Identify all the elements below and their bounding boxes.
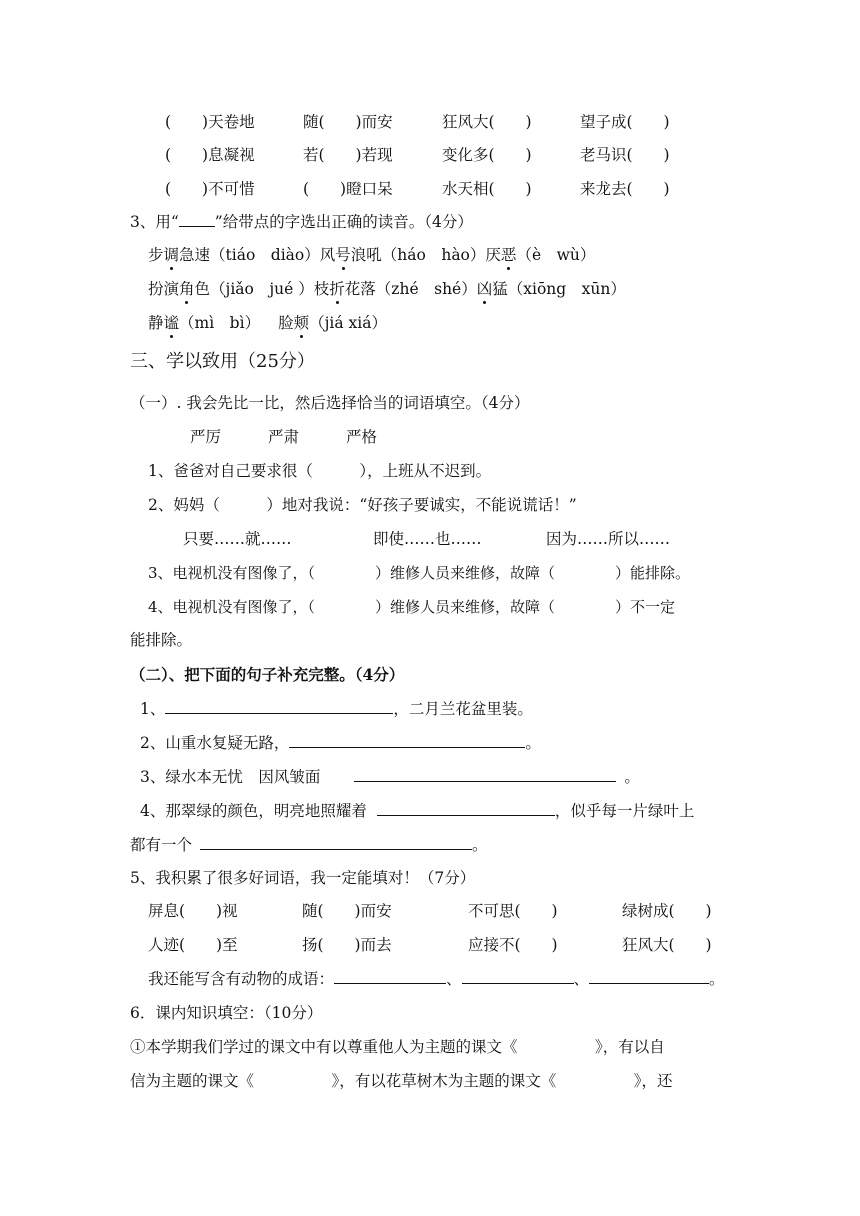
q5-animal-line xyxy=(148,969,725,989)
text: ，似乎每一片绿叶上 xyxy=(554,802,695,820)
dotted-char: 调 xyxy=(163,246,180,264)
text: 。 xyxy=(709,970,725,988)
sub2-heading: （二）、把下面的句子补充完整。（4分） xyxy=(130,665,405,684)
word-option: 只要……就…… xyxy=(183,530,292,548)
text: （è wù） xyxy=(516,246,596,264)
idiom-cell: ( )瞪口呆 xyxy=(303,180,393,198)
q3-prefix: 3、用“ xyxy=(130,213,179,231)
text: 脸 xyxy=(278,314,294,332)
sub2-line-2 xyxy=(140,733,541,753)
idiom-cell: 随( )而安 xyxy=(302,902,392,920)
text: 花落（zhé shé） xyxy=(344,280,477,298)
idiom-cell: 若( )若现 xyxy=(303,146,393,164)
text: （jiá xiá） xyxy=(309,314,387,332)
text: 浪吼（háo hào） xyxy=(350,246,486,264)
text: ，二月兰花盆里装。 xyxy=(393,700,533,718)
idiom-cell: ( )天卷地 xyxy=(165,113,255,131)
text: 。 xyxy=(525,734,541,752)
q6-heading: 6．课内知识填空：（10分） xyxy=(130,1004,323,1022)
separator: 、 xyxy=(573,970,590,988)
idiom-cell: 扬( )而去 xyxy=(302,936,392,954)
word-option: 严厉 xyxy=(190,428,222,446)
word-option: 因为……所以…… xyxy=(546,530,671,548)
text: 2、山重水复疑无路， xyxy=(140,734,290,752)
dotted-char: 凶 xyxy=(476,280,493,298)
text: 风 xyxy=(319,246,336,264)
idiom-cell: ( )息凝视 xyxy=(165,146,255,164)
blank-line[interactable] xyxy=(165,699,393,714)
text: 色（jiǎo jué ） xyxy=(194,280,314,298)
text: 。 xyxy=(624,768,640,786)
sub1-heading: （一）. 我会先比一比，然后选择恰当的词语填空。（4分） xyxy=(130,394,530,412)
sub1-sentence-4-cont: 能排除。 xyxy=(130,631,193,649)
sub2-line-4 xyxy=(140,801,694,821)
q3-heading xyxy=(130,212,473,232)
dotted-char: 号 xyxy=(335,246,351,264)
text: 扮演 xyxy=(148,280,180,298)
q3-row-3 xyxy=(148,313,387,333)
section-title: 三、学以致用（25分） xyxy=(130,351,315,372)
dotted-char: 谧 xyxy=(163,314,180,332)
text: 猛（xiōng xūn） xyxy=(492,280,626,298)
q3-row-2 xyxy=(148,279,626,299)
dotted-char: 折 xyxy=(329,280,345,298)
text: （mì bì） xyxy=(179,314,261,332)
idiom-cell: 人迹( )至 xyxy=(148,936,238,954)
sub2-line-3 xyxy=(140,767,640,787)
idiom-cell: ( )不可惜 xyxy=(165,180,255,198)
q3-suffix: ”给带点的字选出正确的读音。（4分） xyxy=(214,213,473,231)
idiom-cell: 不可思( ) xyxy=(468,902,558,920)
blank-line[interactable] xyxy=(462,969,574,984)
idiom-cell: 狂风大( ) xyxy=(622,936,712,954)
text: 急速（tiáo diào） xyxy=(179,246,320,264)
sub1-sentence-2: 2、妈妈（ ）地对我说：“好孩子要诚实，不能说谎话！” xyxy=(148,496,577,514)
q5-heading: 5、我积累了很多好词语，我一定能填对！（7分） xyxy=(130,869,476,887)
sub1-sentence-4: 4、电视机没有图像了，（ ）维修人员来维修，故障（ ）不一定 xyxy=(148,598,676,616)
blank-line[interactable] xyxy=(377,801,555,816)
dotted-char: 恶 xyxy=(500,246,517,264)
blank-line[interactable] xyxy=(589,969,709,984)
idiom-cell: 应接不( ) xyxy=(468,936,558,954)
word-option: 即使……也…… xyxy=(373,530,482,548)
text: 枝 xyxy=(313,280,330,298)
text: 步 xyxy=(148,246,164,264)
text: 4、那翠绿的颜色，明亮地照耀着 xyxy=(140,802,367,820)
idiom-cell: 绿树成( ) xyxy=(622,902,712,920)
idiom-cell: 水天相( ) xyxy=(442,180,532,198)
text: 3、绿水本无忧 因风皱面 xyxy=(140,768,321,786)
text: 1、 xyxy=(140,700,166,718)
q6-paragraph-1: ①本学期我们学过的课文中有以尊重他人为主题的课文《 》，有以自 xyxy=(130,1038,665,1056)
idiom-cell: 狂风大( ) xyxy=(442,113,532,131)
word-option: 严肃 xyxy=(268,428,300,446)
word-option: 严格 xyxy=(346,428,378,446)
idiom-cell: 来龙去( ) xyxy=(580,180,670,198)
idiom-cell: 望子成( ) xyxy=(580,113,670,131)
sub1-sentence-1: 1、爸爸对自己要求很（ ），上班从不迟到。 xyxy=(148,462,492,480)
separator: 、 xyxy=(446,970,462,988)
blank-line xyxy=(179,212,215,227)
blank-line[interactable] xyxy=(354,767,616,782)
blank-line[interactable] xyxy=(289,733,525,748)
text: 我还能写含有动物的成语： xyxy=(148,970,335,988)
dotted-char: 角 xyxy=(179,280,195,298)
dotted-char: 颊 xyxy=(293,314,310,332)
sub1-sentence-3: 3、电视机没有图像了，（ ）维修人员来维修，故障（ ）能排除。 xyxy=(148,564,691,582)
text: 都有一个 xyxy=(130,836,193,854)
q6-paragraph-2: 信为主题的课文《 》，有以花草树木为主题的课文《 》，还 xyxy=(130,1072,673,1090)
blank-line[interactable] xyxy=(334,969,446,984)
idiom-cell: 随( )而安 xyxy=(303,113,393,131)
text: 静 xyxy=(148,314,164,332)
idiom-cell: 屏息( )视 xyxy=(148,902,238,920)
sub2-line-1 xyxy=(140,699,533,719)
sub2-line-5 xyxy=(130,835,488,855)
idiom-cell: 变化多( ) xyxy=(442,146,532,164)
text: 厌 xyxy=(485,246,501,264)
q3-row-1 xyxy=(148,245,595,265)
text: 。 xyxy=(472,836,488,854)
blank-line[interactable] xyxy=(200,835,472,850)
idiom-cell: 老马识( ) xyxy=(580,146,670,164)
